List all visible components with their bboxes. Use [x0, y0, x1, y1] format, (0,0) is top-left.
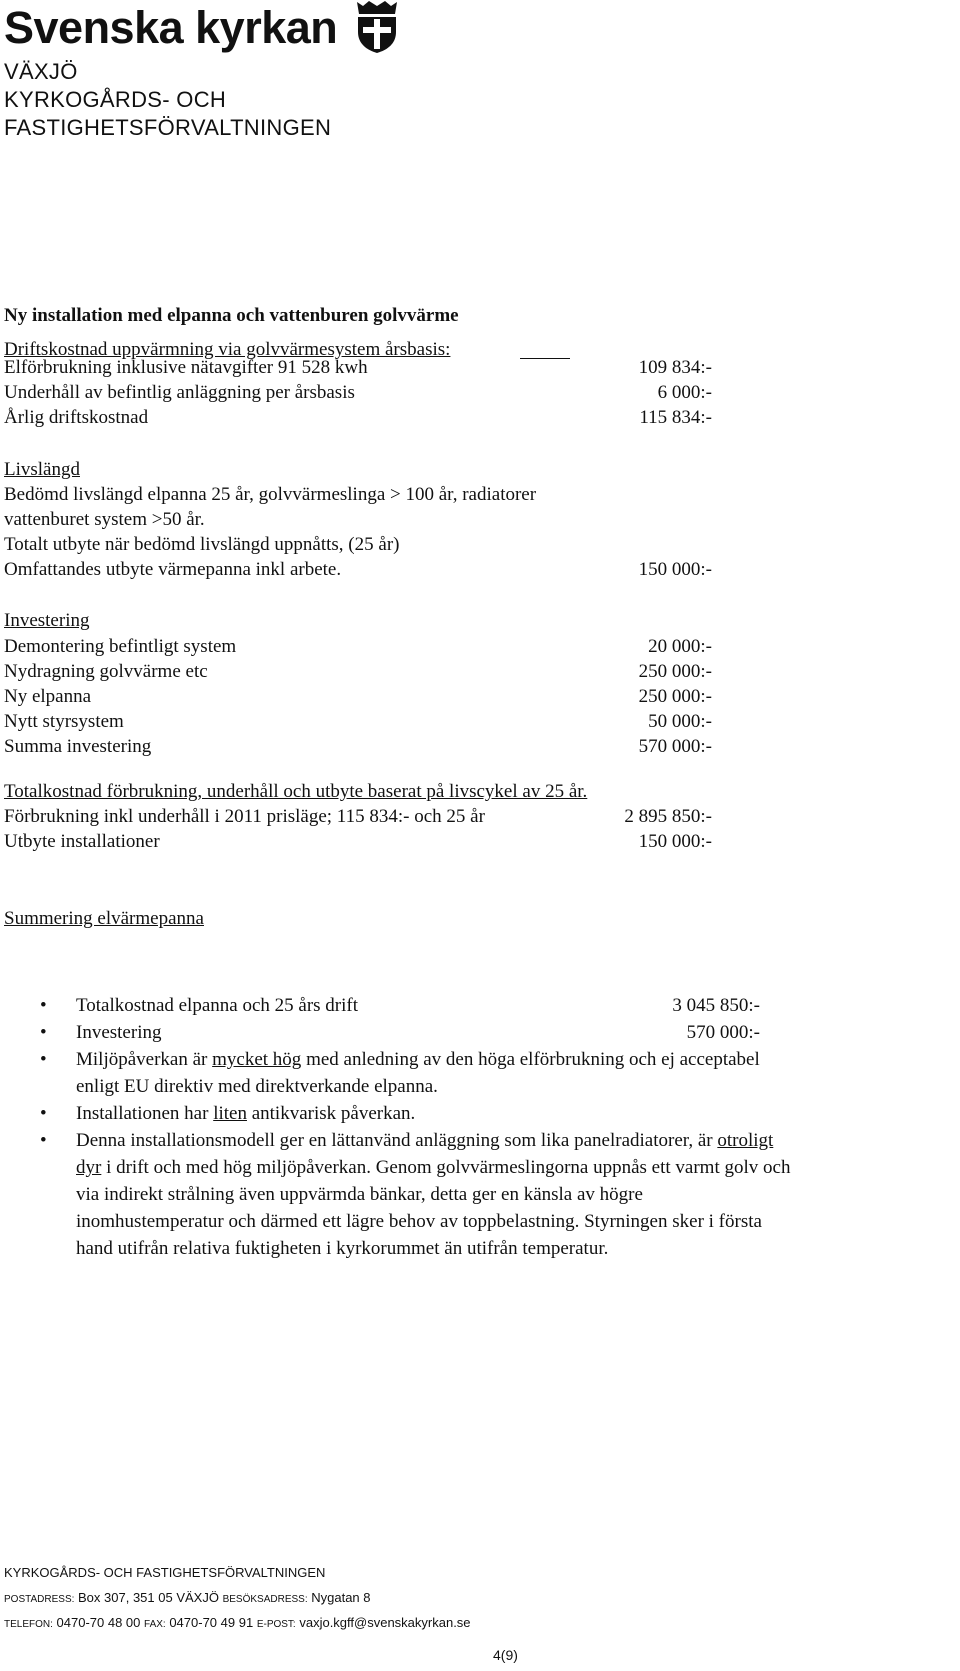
bullet-icon: • [40, 1022, 47, 1043]
investering-row-label: Nytt styrsystem [4, 711, 124, 732]
drift-row-label: Underhåll av befintlig anläggning per årsbasis [4, 382, 355, 403]
bullet-text: Investering [76, 1022, 162, 1043]
heading-rule [520, 358, 570, 359]
footer-org: KYRKOGÅRDS- OCH FASTIGHETSFÖRVALTNINGEN [4, 1565, 326, 1580]
org-line-2: KYRKOGÅRDS- OCH [4, 87, 227, 112]
church-crest-icon [355, 0, 399, 54]
livslangd-line: Totalt utbyte när bedömd livslängd uppnåtts, (25 år) [4, 534, 400, 555]
bullet-emphasis: otroligt [717, 1130, 774, 1151]
drift-row-label: Årlig driftskostnad [4, 407, 149, 428]
drift-row-amount: 6 000:- [657, 382, 712, 403]
footer-value: Box 307, 351 05 VÄXJÖ [78, 1590, 219, 1605]
livslangd-amount: 150 000:- [638, 559, 712, 580]
org-line-3: FASTIGHETSFÖRVALTNINGEN [4, 115, 332, 140]
brand-name: Svenska kyrkan [4, 2, 338, 53]
total-heading: Totalkostnad förbrukning, underhåll och utbyte baserat på livscykel av 25 år. [4, 781, 588, 802]
investering-heading: Investering [4, 610, 90, 631]
footer-label: E-POST: [256, 1619, 296, 1630]
bullet-text: via indirekt strålning även uppvärmda bänkar, detta ger en känsla av högre [76, 1184, 643, 1205]
footer-value: 0470-70 48 00 [56, 1615, 141, 1630]
investering-row-amount: 250 000:- [638, 686, 712, 707]
bullet-text: Miljöpåverkan är [76, 1049, 213, 1070]
bullet-icon: • [40, 995, 47, 1016]
livslangd-line: Bedömd livslängd elpanna 25 år, golvvärmeslinga > 100 år, radiatorer [4, 484, 537, 505]
bullet-icon: • [40, 1049, 47, 1070]
total-row-amount: 2 895 850:- [624, 806, 712, 827]
footer-email[interactable]: vaxjo.kgff@svenskakyrkan.se [299, 1615, 471, 1630]
bullet-emphasis: dyr [76, 1157, 102, 1178]
bullet-text: hand utifrån relativa fuktigheten i kyrkorummet än utifrån temperatur. [76, 1238, 609, 1259]
bullet-icon: • [40, 1103, 47, 1124]
drift-row-label: Elförbrukning inklusive nätavgifter 91 528 kwh [4, 357, 368, 378]
footer-value: 0470-70 49 91 [169, 1615, 254, 1630]
drift-row-amount: 115 834:- [639, 407, 712, 428]
bullet-text: antikvarisk påverkan. [246, 1103, 416, 1124]
list-item [0, 1019, 960, 1046]
investering-row-amount: 50 000:- [648, 711, 712, 732]
org-line-1: VÄXJÖ [4, 59, 78, 84]
bullet-emphasis: liten [213, 1103, 247, 1124]
footer-label: BESÖKSADRESS: [222, 1594, 308, 1605]
bullet-text: i drift och med hög miljöpåverkan. Genom golvvärmeslingorna uppnås ett varmt golv och [101, 1157, 791, 1178]
bullet-text: med anledning av den höga elförbrukning och ej acceptabel [301, 1049, 760, 1070]
investering-row-label: Ny elpanna [4, 686, 92, 707]
bullet-amount: 570 000:- [686, 1022, 760, 1043]
list-item [0, 992, 960, 1019]
footer-value: Nygatan 8 [311, 1590, 371, 1605]
list-item [0, 1100, 960, 1127]
bullet-icon: • [40, 1130, 47, 1151]
total-row-label: Utbyte installationer [4, 831, 160, 852]
bullet-text: Totalkostnad elpanna och 25 års drift [76, 995, 359, 1016]
investering-row-amount: 570 000:- [638, 736, 712, 757]
org-name [4, 58, 337, 142]
livslangd-line: Omfattandes utbyte värmepanna inkl arbete. [4, 559, 342, 580]
bullet-text: Denna installationsmodell ger en lättanvänd anläggning som lika panelradiatorer, är [76, 1130, 718, 1151]
footer-label: POSTADRESS: [4, 1594, 75, 1605]
bullet-amount: 3 045 850:- [672, 995, 760, 1016]
footer-address [4, 1590, 371, 1605]
summering-heading: Summering elvärmepanna [4, 908, 204, 929]
investering-row-amount: 250 000:- [638, 661, 712, 682]
list-item [0, 1046, 960, 1100]
drift-heading: Driftskostnad uppvärmning via golvvärmesystem årsbasis: [4, 339, 451, 360]
page-number: 4(9) [493, 1647, 518, 1663]
letterhead [4, 2, 337, 142]
footer-label: TELEFON: [4, 1619, 53, 1630]
drift-row-amount: 109 834:- [638, 357, 712, 378]
investering-row-label: Nydragning golvvärme etc [4, 661, 208, 682]
investering-row-label: Summa investering [4, 736, 152, 757]
footer-contact [4, 1615, 471, 1630]
total-row-label: Förbrukning inkl underhåll i 2011 prisläge; 115 834:- och 25 år [4, 806, 485, 827]
bullet-text: Installationen har [76, 1103, 214, 1124]
bullet-emphasis: mycket hög [212, 1049, 302, 1070]
footer-label: FAX: [144, 1619, 166, 1630]
livslangd-heading: Livslängd [4, 459, 80, 480]
bullet-text: inomhustemperatur och därmed ett lägre behov av toppbelastning. Styrningen sker i första [76, 1211, 762, 1232]
investering-row-amount: 20 000:- [648, 636, 712, 657]
list-item [0, 1127, 960, 1262]
summering-list [0, 992, 960, 1262]
total-row-amount: 150 000:- [638, 831, 712, 852]
investering-row-label: Demontering befintligt system [4, 636, 237, 657]
bullet-text: enligt EU direktiv med direktverkande elpanna. [76, 1076, 438, 1097]
page-title: Ny installation med elpanna och vattenburen golvvärme [4, 305, 459, 326]
livslangd-line: vattenburet system >50 år. [4, 509, 205, 530]
